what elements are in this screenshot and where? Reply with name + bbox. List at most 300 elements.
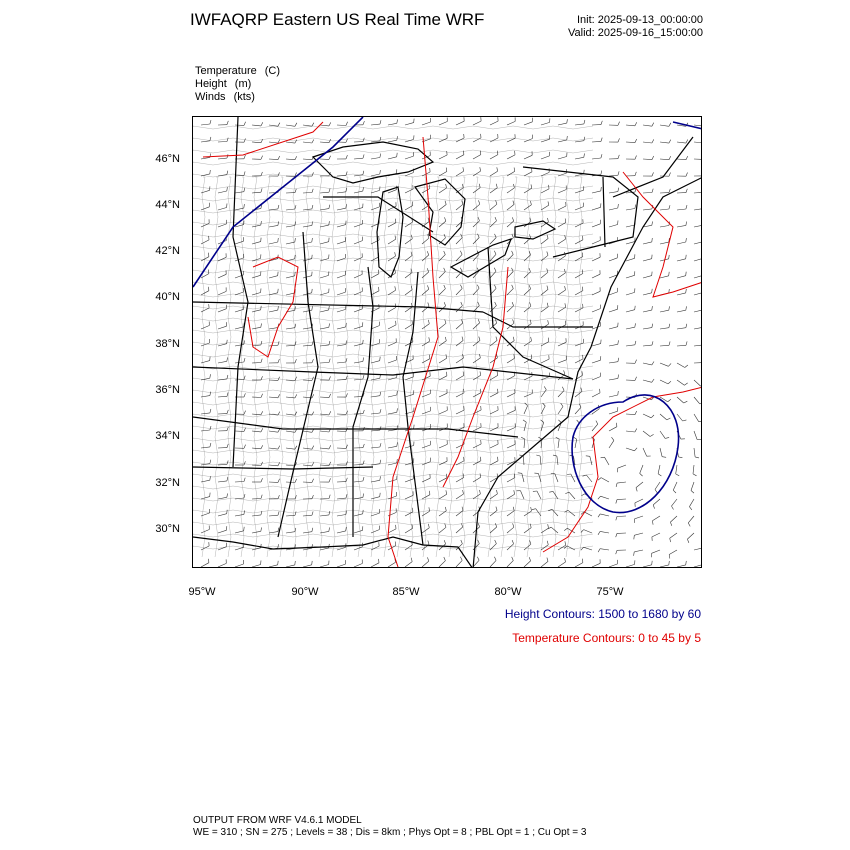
wind-barb <box>575 359 583 363</box>
wind-barb-feather <box>653 505 654 509</box>
wind-barb <box>626 142 635 143</box>
wind-barb <box>388 342 396 346</box>
wind-barb-feather <box>618 122 620 126</box>
wind-barb-feather <box>210 374 211 378</box>
wind-barb <box>456 393 464 397</box>
lat-label: 32°N <box>155 477 180 489</box>
wind-barb-feather <box>428 303 429 307</box>
wind-barb-feather <box>312 394 314 398</box>
wind-barb <box>694 345 702 346</box>
wind-barb <box>584 547 593 550</box>
wind-barb-feather <box>518 473 522 474</box>
wind-barb-feather <box>686 140 688 144</box>
wind-barb-feather <box>397 136 398 140</box>
wind-barb <box>558 190 566 194</box>
wind-barb <box>269 448 278 449</box>
wind-barb <box>235 241 244 244</box>
county-line <box>193 138 593 141</box>
wind-barb-feather <box>547 303 548 307</box>
wind-barb <box>643 431 650 437</box>
wind-barb-feather <box>598 549 600 552</box>
wind-barb <box>422 445 431 448</box>
wind-barb <box>609 192 618 193</box>
lon-label: 95°W <box>188 586 216 598</box>
wind-barb <box>558 562 566 567</box>
wind-barb-feather <box>616 533 617 537</box>
wind-barb-feather <box>561 403 563 406</box>
wind-barb-feather <box>208 559 209 563</box>
wind-barb-feather <box>312 446 314 450</box>
wind-barb-feather <box>562 387 564 391</box>
wind-barb-feather <box>530 302 531 306</box>
wind-barb <box>252 327 261 329</box>
wind-barb-feather <box>497 490 498 494</box>
county-line <box>553 177 556 557</box>
wind-barb-feather <box>669 173 671 177</box>
wind-barb <box>235 482 244 483</box>
wind-barb-feather <box>668 381 671 384</box>
wind-barb <box>235 362 244 363</box>
wind-barb <box>643 363 652 365</box>
wind-barb <box>670 516 677 522</box>
wind-barb-feather <box>478 234 480 238</box>
wind-barb <box>218 481 227 482</box>
wind-barb-feather <box>529 234 530 238</box>
wind-barb <box>371 361 380 363</box>
wind-barb <box>677 242 686 244</box>
county-line <box>332 177 335 557</box>
wind-barb <box>388 239 396 244</box>
wind-barb-feather <box>635 122 637 126</box>
wind-barb <box>303 310 312 312</box>
wind-barb-feather <box>227 510 228 514</box>
wind-barb <box>405 562 412 567</box>
wind-barb-feather <box>329 445 331 449</box>
wind-barb-feather <box>278 561 279 565</box>
wind-barb <box>439 444 447 448</box>
wind-barb-feather <box>618 358 619 362</box>
wind-barb-feather <box>227 444 228 448</box>
wind-barb <box>521 491 525 499</box>
wind-barb <box>507 393 515 397</box>
wind-barb <box>371 480 380 482</box>
wind-barb-feather <box>244 527 245 531</box>
wind-barb <box>422 462 430 465</box>
wind-barb <box>320 225 329 227</box>
wind-barb-feather <box>380 493 381 497</box>
wind-barb-feather <box>495 523 496 527</box>
wind-barb <box>592 224 600 227</box>
wind-barb <box>490 444 498 448</box>
wind-barb <box>456 306 462 312</box>
wind-barb <box>388 157 397 159</box>
wind-barb <box>626 310 635 312</box>
wind-barb <box>320 465 329 466</box>
wind-barb-feather <box>601 121 602 125</box>
wind-barb <box>354 564 362 568</box>
wind-barb <box>575 563 583 567</box>
wind-barb-feather <box>428 320 429 324</box>
wind-barb-feather <box>548 201 549 205</box>
wind-barb <box>320 431 329 432</box>
wind-barb-feather <box>329 462 331 466</box>
wind-barb-feather <box>461 540 463 544</box>
wind-barb <box>320 310 329 312</box>
wind-barb <box>218 326 227 329</box>
wind-barb-feather <box>564 370 565 374</box>
wind-barb <box>388 360 397 363</box>
wind-barb <box>235 309 244 312</box>
wind-barb <box>439 393 447 397</box>
wind-barb-feather <box>312 462 314 466</box>
wind-barb-feather <box>244 155 245 159</box>
wind-barb-feather <box>582 559 583 563</box>
wind-barb-feather <box>635 139 637 143</box>
wind-barb <box>405 528 413 533</box>
wind-barb <box>490 494 497 499</box>
wind-barb <box>320 363 329 364</box>
variable-name: Height <box>195 78 227 90</box>
wind-barb <box>677 209 686 210</box>
wind-barb <box>677 345 686 346</box>
wind-barb <box>218 175 227 176</box>
wind-barb-feather <box>676 474 680 476</box>
wind-barb <box>405 446 414 449</box>
wind-barb <box>626 564 635 567</box>
wind-barb <box>354 464 363 465</box>
wind-barb <box>337 564 346 567</box>
wind-barb <box>601 478 609 482</box>
wind-barb <box>575 124 584 125</box>
wind-barb <box>634 550 643 552</box>
wind-barb-feather <box>512 234 514 238</box>
wind-barb-feather <box>497 151 498 155</box>
wind-barb <box>673 482 677 490</box>
wind-barb-feather <box>635 205 636 209</box>
wind-barb <box>592 344 601 346</box>
wind-barb-feather <box>532 509 536 510</box>
wind-barb <box>490 510 497 516</box>
wind-barb <box>337 225 346 227</box>
wind-barb-feather <box>397 119 398 123</box>
wind-barb <box>371 413 380 414</box>
wind-barb <box>354 241 362 244</box>
wind-barb <box>677 225 686 227</box>
wind-barb <box>371 396 380 397</box>
wind-barb <box>689 499 694 507</box>
wind-barb-feather <box>616 483 617 487</box>
wind-barb <box>371 378 380 380</box>
wind-barb <box>405 156 414 159</box>
wind-barb <box>694 125 702 126</box>
wind-barb-feather <box>668 363 671 366</box>
wind-barb <box>201 326 209 330</box>
wind-barb <box>473 188 480 193</box>
wind-barb <box>490 221 497 227</box>
wind-barb-feather <box>329 411 331 415</box>
wind-barb <box>660 380 668 384</box>
wind-barb-feather <box>635 360 637 364</box>
wind-barb <box>677 414 683 421</box>
wind-barb <box>218 142 227 143</box>
county-line <box>410 177 413 557</box>
wind-barb-feather <box>669 555 670 559</box>
wind-barb-feather <box>495 234 497 238</box>
wind-barb-feather <box>601 171 602 175</box>
wind-barb <box>643 125 652 126</box>
wind-barb <box>473 155 481 159</box>
wind-barb <box>320 125 329 126</box>
wind-barb <box>303 345 312 346</box>
wind-barb-feather <box>444 285 446 289</box>
wind-barb <box>337 241 346 244</box>
wind-barb <box>626 209 635 211</box>
wind-barb-feather <box>261 376 263 380</box>
wind-barb-feather <box>380 392 381 396</box>
wind-barb <box>643 414 651 418</box>
wind-barb <box>609 411 618 414</box>
wind-barb <box>694 225 702 227</box>
wind-barb-feather <box>210 460 211 464</box>
wind-barb <box>609 292 618 295</box>
wind-barb <box>439 289 445 295</box>
wind-barb <box>405 290 412 295</box>
wind-barb-feather <box>278 377 280 381</box>
wind-barb <box>672 499 678 506</box>
wind-barb-feather <box>582 253 583 257</box>
wind-barb <box>660 328 669 329</box>
wind-barb-feather <box>208 287 209 291</box>
wind-barb <box>269 276 278 278</box>
variable-name: Winds <box>195 91 226 103</box>
wind-barb <box>337 498 346 499</box>
wind-barb-feather <box>244 411 246 415</box>
wind-barb <box>541 189 549 193</box>
wind-barb <box>643 380 652 382</box>
wind-barb <box>643 310 652 312</box>
atlantic-coastline <box>473 177 702 568</box>
wind-barb <box>473 340 480 346</box>
wind-barb <box>524 205 531 210</box>
wind-barb <box>558 307 566 312</box>
wind-barb-feather <box>494 251 496 255</box>
wind-barb-feather <box>363 171 364 175</box>
wind-barb-feather <box>379 559 380 563</box>
wind-barb-feather <box>668 399 671 401</box>
wind-barb-feather <box>295 359 296 363</box>
wind-barb <box>337 275 346 278</box>
wind-barb-feather <box>244 122 246 126</box>
wind-barb <box>694 310 702 312</box>
wind-barb <box>541 156 549 159</box>
wind-barb <box>371 530 379 533</box>
wind-barb <box>456 410 464 414</box>
wind-barb <box>337 125 346 126</box>
wind-barb-feather <box>208 253 209 257</box>
wind-barb <box>235 514 244 516</box>
wind-barb-feather <box>278 289 279 293</box>
wind-barb <box>473 121 481 125</box>
wind-barb <box>303 209 312 210</box>
wind-barb-feather <box>329 323 330 327</box>
wind-barb <box>354 530 363 533</box>
wind-barb-feather <box>380 137 381 141</box>
wind-barb-feather <box>397 391 398 395</box>
wind-barb <box>643 448 647 456</box>
wind-barb <box>592 191 601 193</box>
wind-barb <box>677 159 686 160</box>
wind-barb <box>439 358 447 363</box>
wind-barb <box>558 360 566 363</box>
map-canvas <box>193 117 702 568</box>
wind-barb <box>643 259 652 261</box>
wind-barb <box>218 158 227 159</box>
wind-barb <box>252 515 261 516</box>
wind-barb-feather <box>596 421 598 425</box>
wind-barb-feather <box>428 541 429 545</box>
wind-barb <box>490 427 498 431</box>
wind-barb-feather <box>295 479 297 483</box>
state-line <box>233 117 248 467</box>
county-line <box>293 177 296 557</box>
wind-barb-feather <box>547 252 548 256</box>
wind-barb <box>586 475 592 482</box>
wind-barb-feather <box>227 138 228 142</box>
wind-barb <box>584 530 592 533</box>
wind-barb <box>286 293 295 295</box>
wind-barb-feather <box>655 490 657 493</box>
wind-barb <box>422 324 429 329</box>
wind-barb-feather <box>529 268 531 272</box>
wind-barb <box>286 276 295 278</box>
wind-barb <box>201 361 210 363</box>
wind-barb-feather <box>480 371 481 375</box>
wind-barb <box>553 491 558 499</box>
wind-barb <box>490 171 498 176</box>
wind-barb <box>269 565 278 567</box>
wind-barb-feather <box>616 550 617 554</box>
wind-barb-feather <box>635 377 637 381</box>
wind-barb-feather <box>462 337 463 341</box>
wind-barb <box>320 448 329 449</box>
wind-barb-feather <box>312 123 314 127</box>
wind-barb-feather <box>227 171 228 175</box>
wind-barb-feather <box>652 379 654 382</box>
wind-barb-feather <box>278 172 280 176</box>
wind-barb <box>320 327 329 329</box>
wind-barb-feather <box>686 222 687 226</box>
wind-barb-feather <box>380 170 381 174</box>
wind-barb-feather <box>261 394 263 398</box>
wind-barb-feather <box>701 384 702 386</box>
wind-barb-feather <box>460 251 462 255</box>
wind-barb <box>303 448 312 449</box>
wind-barb <box>660 363 668 366</box>
wind-barb-feather <box>329 394 331 398</box>
wind-barb-feather <box>512 540 514 544</box>
wind-barb-feather <box>346 494 347 498</box>
wind-barb-feather <box>494 285 496 289</box>
wind-barb <box>575 141 584 142</box>
wind-barb-feather <box>329 376 331 380</box>
wind-barb-feather <box>244 171 245 175</box>
wind-barb-feather <box>512 217 513 221</box>
wind-barb <box>524 324 531 329</box>
wind-barb <box>218 497 227 499</box>
wind-barb <box>439 272 445 278</box>
wind-barb-feather <box>312 412 314 416</box>
wind-barb-feather <box>295 306 296 310</box>
wind-barb-feather <box>346 155 347 159</box>
wind-barb-feather <box>446 354 447 358</box>
wind-barb <box>640 465 643 473</box>
wind-barb-feather <box>480 457 481 461</box>
wind-barb <box>354 158 363 159</box>
wind-barb <box>405 222 413 227</box>
wind-barb-feather <box>227 410 228 414</box>
wind-barb-feather <box>601 138 602 142</box>
wind-barb-feather <box>329 205 330 209</box>
wind-barb <box>694 259 702 262</box>
wind-barb <box>694 380 701 386</box>
wind-barb <box>320 397 329 398</box>
wind-barb-feather <box>567 119 568 123</box>
wind-barb <box>252 565 261 568</box>
wind-barb <box>388 446 397 448</box>
wind-barb-feather <box>395 252 396 256</box>
wind-barb <box>252 142 261 143</box>
wind-barb-feather <box>512 285 514 289</box>
wind-barb <box>592 424 598 431</box>
lon-label: 85°W <box>392 586 420 598</box>
wind-barb <box>422 561 429 567</box>
wind-barb <box>537 491 541 499</box>
wind-barb-feather <box>329 511 330 515</box>
wind-barb <box>490 138 498 142</box>
wind-barb <box>660 276 669 278</box>
wind-barb <box>388 395 397 397</box>
wind-barb-feather <box>444 557 446 561</box>
wind-barb-feather <box>261 156 263 160</box>
wind-barb <box>677 328 686 329</box>
wind-barb <box>269 465 278 466</box>
wind-barb <box>218 361 227 363</box>
wind-barb-feather <box>564 528 567 530</box>
wind-barb-feather <box>650 434 654 436</box>
wind-barb <box>592 309 600 312</box>
wind-barb-feather <box>640 473 643 476</box>
county-line <box>193 450 593 453</box>
wind-barb-feather <box>312 377 314 381</box>
county-line <box>193 246 593 249</box>
wind-barb <box>669 550 677 555</box>
wind-barb <box>601 496 610 499</box>
wind-barb <box>643 345 652 346</box>
wind-barb <box>405 173 413 176</box>
wind-barb-feather <box>612 437 614 440</box>
wind-barb <box>592 207 601 210</box>
wind-barb-feather <box>346 527 347 531</box>
wind-barb-feather <box>427 285 428 289</box>
wind-barb-feather <box>618 375 619 379</box>
wind-barb <box>626 292 635 295</box>
wind-barb <box>456 494 464 499</box>
wind-barb-feather <box>700 403 702 404</box>
wind-barb <box>439 323 446 329</box>
wind-barb <box>524 528 531 533</box>
height-contour-legend: Height Contours: 1500 to 1680 by 60 <box>504 607 701 621</box>
wind-barb-feather <box>684 383 687 385</box>
